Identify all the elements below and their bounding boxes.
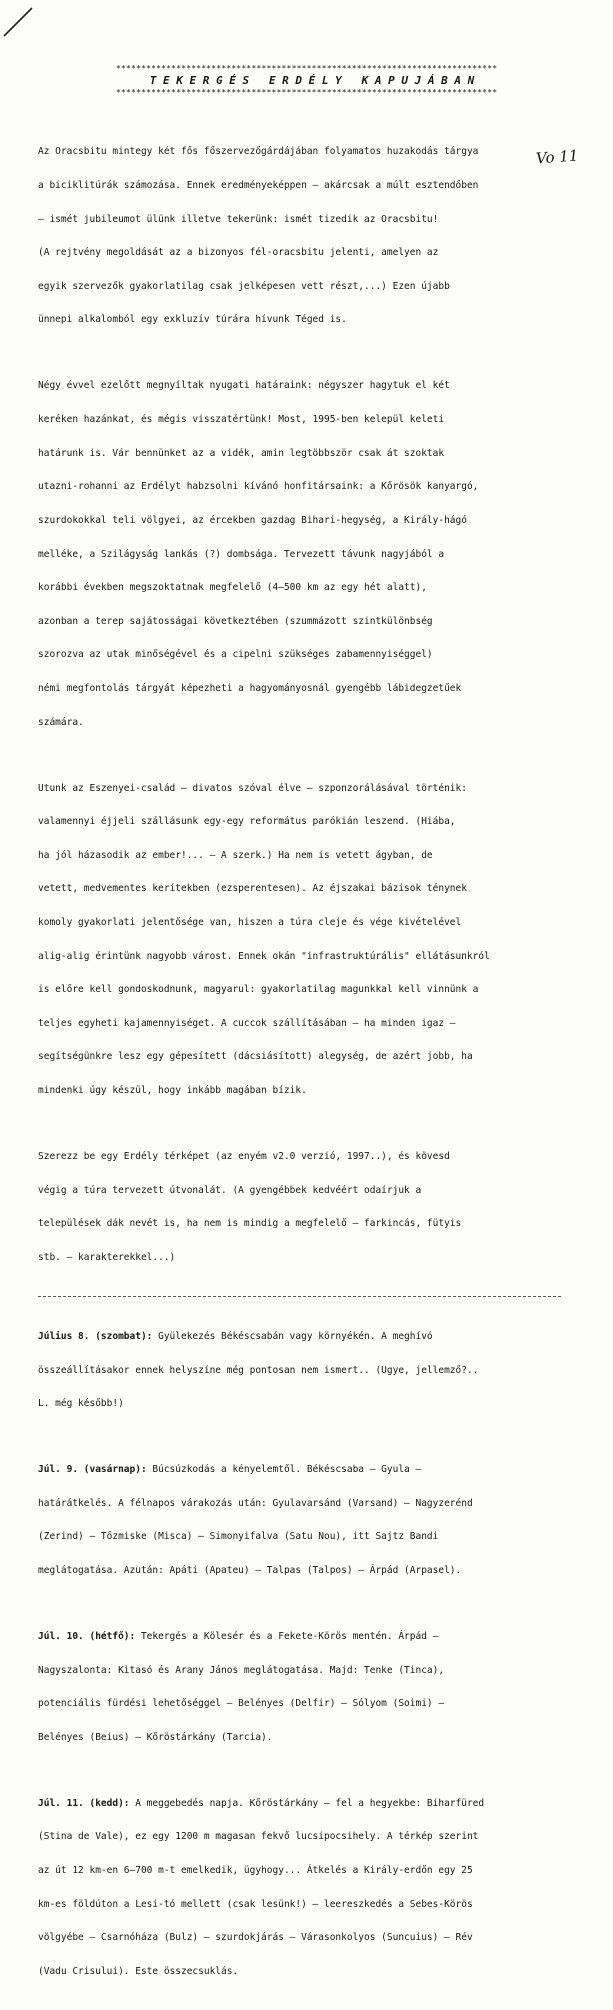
borders-paragraph: Négy évvel ezelőtt megnyíltak nyugati határaink: négyszer hagytuk el két keréken hazánkat, és mégis visszatértünk! Most, 1995-ben kelepül keleti határunk is. Vár bennünket az a vidék, amin legtöbbször csak át szoktak utazni-rohanni az Erdélyt habzsolni kívánó honfitársaink: a Kőrösök kanyargó, szurdokokkal teli völgyei, az ércekben gazdag Bihari-hegység, a Király-hágó melléke, a Szilágyság lankás (?) dombsága. Tervezett távunk nagyjából a korábbi években megszoktatnak megfelelő (4–500 km az egy hét alatt), azonban a terep sajátosságai következtében (szummázott szintkülönbség szorozva az utak minőségével és a cipelni szükséges zabamennyiséggel) némi megfontolás tárgyát képezheti a hagyományosnál gyengébb lábidegzetűek számára.: [38, 380, 479, 728]
document-body: [38, 124, 583, 2010]
itinerary-entry-jul-8: Július 8. (szombat): Gyülekezés Békéscsabán vagy környékén. A meghívó összeállításakor ennek helyszíne még pontosan nem ismert.. (Ugye, jellemző?.. L. még később!): [38, 1330, 479, 1410]
itinerary-entry-jul-11: Júl. 11. (kedd): A meggebedés napja. Kőröstárkány – fel a hegyekbe: Biharfüred (Stina de Vale), ez egy 1200 m magasan fekvő lucsipocsihely. A térkép szerint az út 12 km-en 6–700 m-t emelkedik, ügyhogy... Átkelés a Király-erdőn egy 25 km-es földúton a Lesi-tó mellett (csak lesünk!) – leereszkedés a Sebes-Körös völgyébe – Csarnóháza (Bulz) – szurdokjárás – Várasonkolyos (Suncuius) – Rév (Vadu Crisului). Este összecsuklás.: [38, 1797, 485, 1977]
intro-paragraph: Az Oracsbitu mintegy két fős főszervezőgárdájában folyamatos huzakodás tárgya a biciklitúrák számozása. Ennek eredményeképpen – akárcsak a múlt esztendőben – ismét jubileumot ülünk illetve tekerünk: ismét tizedik az Oracsbitu! (A rejtvény megoldását az a bizonyos fél-oracsbitu jelenti, amelyen az egyik szervezők gyakorlatilag csak jelképesen vett részt,...) Ezen újabb ünnepi alkalomból egy exkluzív túrára hívunk Téged is.: [38, 146, 479, 326]
sponsorship-paragraph: Utunk az Eszenyei-család – divatos szóval élve – szponzorálásával történik: valamennyi éjjeli szállásunk egy-egy református parókián leszend. (Hiába, ha jól házasodik az ember!... – A szerk.) Ha nem is vetett ágyban, de vetett, medvementes kerítekben (ezsperentesen). Az éjszakai bázisok ténynek komoly gyakorlati jelentősége van, hiszen a túra cleje és vége kivételével alig-alig érintünk nagyobb várost. Ennek okán "infrastruktúrális" ellátásunkról is előre kell gondoskodnunk, magyarul: gyakorlatilag magunkkal kell vinnünk a teljes egyheti kajamennyiséget. A cuccok szállításában – ha minden igaz – segítségünkre lesz egy gépesített (dácsiásított) alegység, de azért jobb, ha mindenki úgy készül, hogy inkább magában bízik.: [38, 782, 490, 1097]
dashed-divider: [38, 1296, 561, 1297]
itinerary-entry-jul-9: Júl. 9. (vasárnap): Búcsúzkodás a kényelemtől. Békéscsaba – Gyula – határátkelés. A félnapos várakozás után: Gyulavarsánd (Varsand) – Nagyzerénd (Zerind) – Tőzmiske (Misca) – Simonyifalva (Satu Nou), itt Sajtz Bandi meglátogatása. Azután: Apáti (Apateu) – Talpas (Talpos) – Árpád (Arpasel).: [38, 1464, 473, 1576]
asterisk-border-top: ****************************************************************************: [116, 64, 498, 73]
handwritten-note: Vo 11: [535, 146, 579, 168]
asterisk-border-bottom: ****************************************************************************: [116, 88, 498, 97]
page-title: T E K E R G É S E R D É L Y K A P U J Á B A N: [149, 74, 475, 87]
pen-slash-mark: [0, 0, 40, 42]
itinerary-entry-jul-10: Júl. 10. (hétfő): Tekergés a Kölesér és a Fekete-Körös mentén. Árpád – Nagyszalonta: Kitasó és Arany János meglátogatása. Majd: Tenke (Tinca), potenciális fürdési lehetőséggel – Belényes (Delfir) – Sólyom (Soimi) – Belényes (Beius) – Kőröstárkány (Tarcia).: [38, 1631, 445, 1743]
map-paragraph: Szerezz be egy Erdély térképet (az enyém v2.0 verzió, 1997..), és kövesd végig a túra tervezett útvonalát. (A gyengébbek kedvéért odaírjuk a települések dák nevét is, ha nem is mindig a megfelelő – farkincás, fütyis stb. – karakterekkel...): [38, 1151, 462, 1263]
